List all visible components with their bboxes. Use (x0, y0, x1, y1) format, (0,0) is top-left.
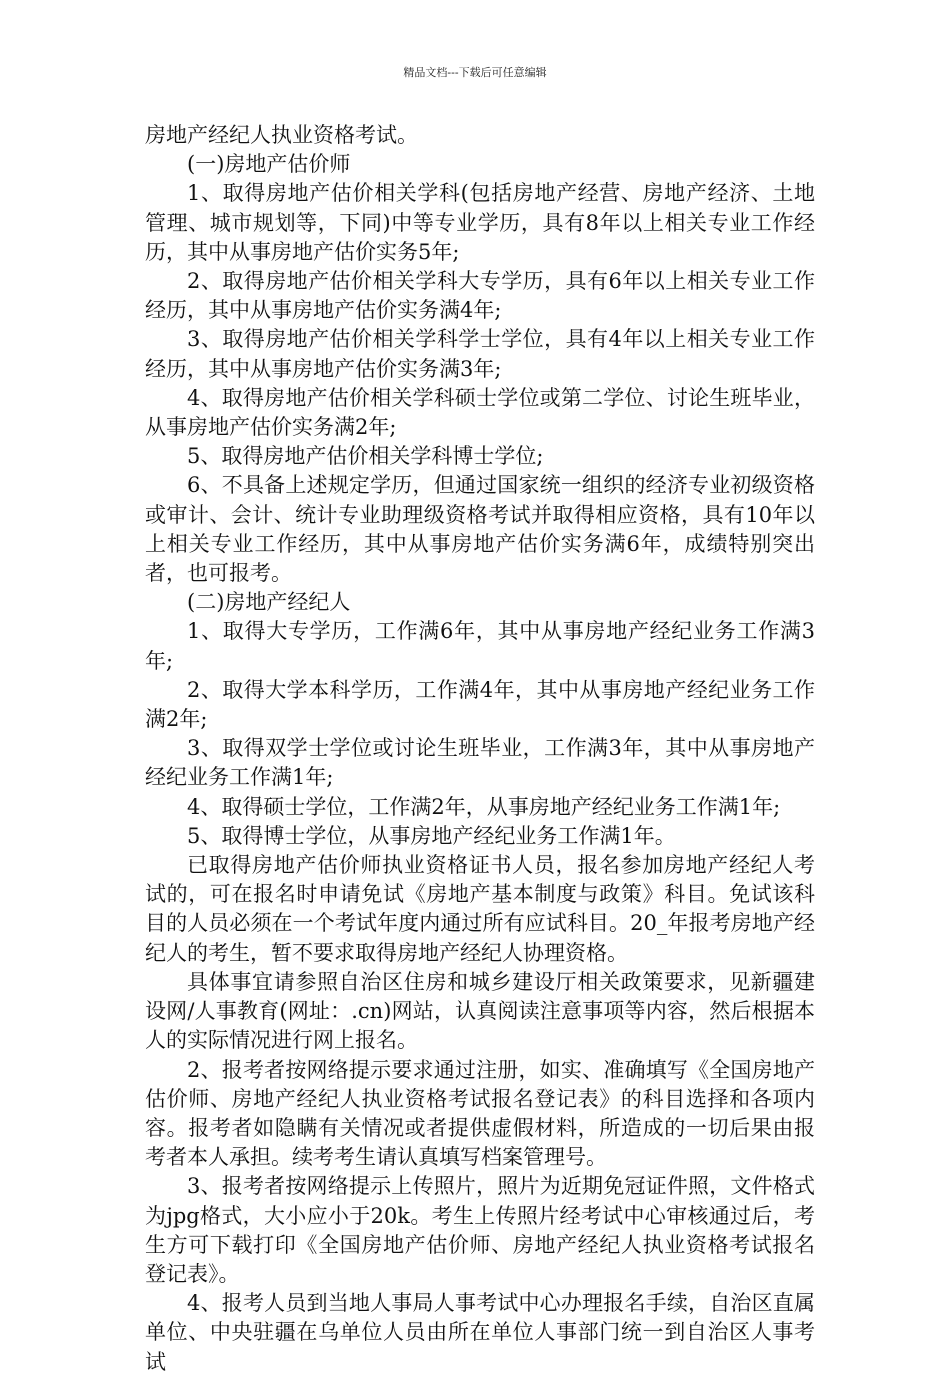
paragraph: 5、取得博士学位，从事房地产经纪业务工作满1年。 (187, 823, 676, 848)
document-body (145, 121, 815, 1377)
paragraph: 已取得房地产估价师执业资格证书人员，报名参加房地产经纪人考试的，可在报名时申请免试《房地产基本制度与政策》科目。免试该科目的人员必须在一个考试年度内通过所有应试科目。20_年报考房地产经纪人的考生，暂不要求取得房地产经纪人协理资格。 (145, 853, 815, 965)
paragraph: 3、报考者按网络提示上传照片，照片为近期免冠证件照，文件格式为jpg格式，大小应小于20k。考生上传照片经考试中心审核通过后，考生方可下载打印《全国房地产估价师、房地产经纪人执业资格考试报名登记表》。 (145, 1174, 815, 1286)
paragraph: 3、取得房地产估价相关学科学士学位，具有4年以上相关专业工作经历，其中从事房地产估价实务满3年; (145, 327, 815, 381)
paragraph: 2、取得大学本科学历，工作满4年，其中从事房地产经纪业务工作满2年; (145, 677, 815, 732)
section-heading: (一)房地产估价师 (187, 152, 351, 177)
paragraph: 2、报考者按网络提示要求通过注册，如实、准确填写《全国房地产估价师、房地产经纪人执业资格考试报名登记表》的科目选择和各项内容。报考者如隐瞒有关情况或者提供虚假材料，所造成的一切后果由报考者本人承担。续考考生请认真填写档案管理号。 (145, 1057, 815, 1170)
paragraph: 1、取得房地产估价相关学科(包括房地产经营、房地产经济、土地管理、城市规划等，下同)中等专业学历，具有8年以上相关专业工作经历，其中从事房地产估价实务5年; (145, 181, 815, 264)
paragraph: 具体事宜请参照自治区住房和城乡建设厅相关政策要求，见新疆建设网/人事教育(网址：.cn)网站，认真阅读注意事项等内容，然后根据本人的实际情况进行网上报名。 (145, 969, 815, 1053)
paragraph: 3、取得双学士学位或讨论生班毕业，工作满3年，其中从事房地产经纪业务工作满1年; (145, 736, 815, 790)
paragraph: 5、取得房地产估价相关学科博士学位; (187, 444, 544, 469)
paragraph: 房地产经纪人执业资格考试。 (145, 123, 418, 147)
section-heading: (二)房地产经纪人 (187, 590, 351, 615)
paragraph: 4、取得房地产估价相关学科硕士学位或第二学位、讨论生班毕业，从事房地产估价实务满2年; (145, 385, 815, 440)
paragraph: 6、不具备上述规定学历，但通过国家统一组织的经济专业初级资格或审计、会计、统计专业助理级资格考试并取得相应资格，具有10年以上相关专业工作经历，其中从事房地产估价实务满6年，成绩特别突出者，也可报考。 (145, 473, 815, 586)
paragraph: 4、报考人员到当地人事局人事考试中心办理报名手续，自治区直属单位、中央驻疆在乌单位人员由所在单位人事部门统一到自治区人事考试 (145, 1291, 815, 1374)
page-header: 精品文档---下载后可任意编辑 (403, 66, 547, 79)
paragraph: 4、取得硕士学位，工作满2年，从事房地产经纪业务工作满1年; (187, 794, 781, 819)
paragraph: 2、取得房地产估价相关学科大专学历，具有6年以上相关专业工作经历，其中从事房地产估价实务满4年; (145, 269, 815, 323)
paragraph: 1、取得大专学历，工作满6年，其中从事房地产经纪业务工作满3年; (145, 619, 815, 673)
